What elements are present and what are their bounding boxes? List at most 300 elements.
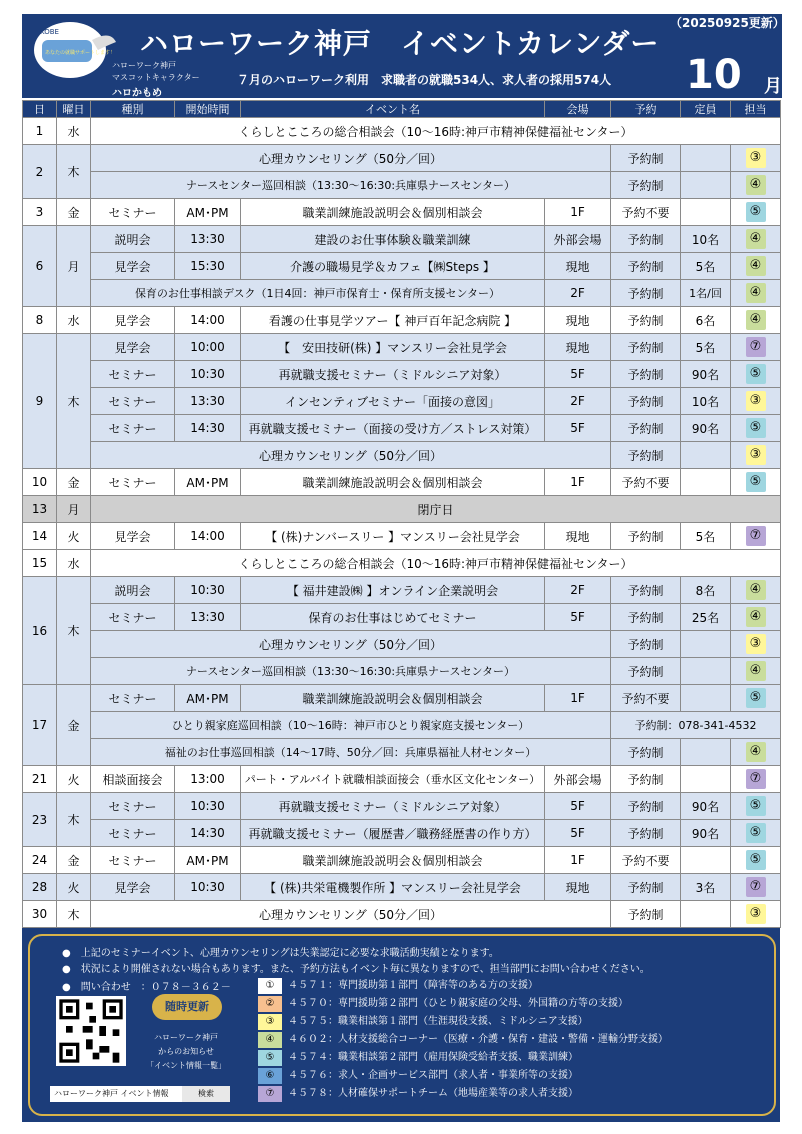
- table-row: [23, 658, 781, 685]
- event-name-cell: くらしとこころの総合相談会（10～16時:神戸市精神保健福祉センター）: [91, 550, 781, 577]
- type-cell: セミナー: [91, 685, 175, 712]
- col-weekday: 曜日: [57, 101, 91, 118]
- event-name-cell: 再就職支援セミナー（ミドルシニア対象）: [241, 793, 545, 820]
- capacity-cell: 5名: [681, 253, 731, 280]
- department-number-badge: ⑤: [258, 1050, 282, 1066]
- department-cell: [731, 280, 781, 307]
- contact-phone: ● 問い合わせ ：０７８－３６２－: [62, 982, 231, 993]
- department-tag: ④: [746, 661, 766, 681]
- day-cell: 2: [23, 145, 57, 199]
- update-date: （20250925更新）: [670, 16, 785, 30]
- event-name-cell: ナースセンター巡回相談（13:30～16:30:兵庫県ナースセンター）: [91, 658, 611, 685]
- table-row: [23, 469, 781, 496]
- type-cell: セミナー: [91, 361, 175, 388]
- capacity-cell: [681, 901, 731, 928]
- col-venue: 会場: [545, 101, 611, 118]
- start-time-cell: 10:30: [175, 793, 241, 820]
- weekday-cell: 月: [57, 226, 91, 307]
- day-cell: 14: [23, 523, 57, 550]
- start-time-cell: 14:00: [175, 523, 241, 550]
- update-badge: 随時更新: [152, 994, 222, 1020]
- capacity-cell: [681, 442, 731, 469]
- mascot-name: ハロかもめ: [112, 88, 162, 99]
- table-body: [23, 118, 781, 928]
- department-cell: [731, 199, 781, 226]
- col-start-time: 開始時間: [175, 101, 241, 118]
- department-cell: [731, 793, 781, 820]
- weekday-cell: 木: [57, 145, 91, 199]
- svg-text:KOBE: KOBE: [40, 28, 59, 36]
- department-cell: [731, 685, 781, 712]
- type-cell: 相談面接会: [91, 766, 175, 793]
- type-cell: セミナー: [91, 604, 175, 631]
- col-type: 種別: [91, 101, 175, 118]
- booking-cell: 予約制：078-341-4532: [611, 712, 781, 739]
- start-time-cell: 13:30: [175, 604, 241, 631]
- department-text: ４５７１：専門援助第１部門（障害等のある方の支援）: [288, 980, 538, 991]
- weekday-cell: 木: [57, 334, 91, 469]
- venue-cell: 2F: [545, 280, 611, 307]
- capacity-cell: [681, 631, 731, 658]
- department-tag: ⑦: [746, 337, 766, 357]
- department-cell: [731, 523, 781, 550]
- department-cell: [731, 658, 781, 685]
- weekday-cell: 金: [57, 199, 91, 226]
- seagull-logo-icon: [32, 20, 118, 80]
- table-row: [23, 388, 781, 415]
- start-time-cell: 13:30: [175, 226, 241, 253]
- department-text: ４５７５：職業相談第１部門（生涯現役支援、ミドルシニア支援）: [288, 1016, 588, 1027]
- event-name-cell: 職業訓練施設説明会＆個別相談会: [241, 847, 545, 874]
- type-cell: セミナー: [91, 469, 175, 496]
- department-item: [258, 996, 758, 1012]
- department-tag: ④: [746, 607, 766, 627]
- capacity-cell: [681, 766, 731, 793]
- table-row: [23, 577, 781, 604]
- booking-cell: 予約制: [611, 739, 681, 766]
- weekday-cell: 水: [57, 118, 91, 145]
- department-text: ４６０２：人材支援総合コーナー（医療・介護・保育・建設・警備・運輸分野支援）: [288, 1034, 668, 1045]
- department-cell: [731, 631, 781, 658]
- venue-cell: 5F: [545, 415, 611, 442]
- table-row: [23, 712, 781, 739]
- page-title: ハローワーク神戸 イベントカレンダー: [140, 27, 660, 60]
- capacity-cell: 10名: [681, 226, 731, 253]
- department-tag: ③: [746, 445, 766, 465]
- event-name-cell: パート・アルバイト就職相談面接会（垂水区文化センター）: [241, 766, 545, 793]
- table-row: [23, 442, 781, 469]
- weekday-cell: 火: [57, 523, 91, 550]
- day-cell: 17: [23, 685, 57, 766]
- event-name-cell: インセンティブセミナー「面接の意図」: [241, 388, 545, 415]
- department-number-badge: ⑥: [258, 1068, 282, 1084]
- department-cell: [731, 172, 781, 199]
- capacity-cell: 90名: [681, 793, 731, 820]
- table-row: [23, 226, 781, 253]
- department-tag: ③: [746, 904, 766, 924]
- department-tag: ④: [746, 256, 766, 276]
- day-cell: 8: [23, 307, 57, 334]
- department-cell: [731, 388, 781, 415]
- svg-text:あなたの就職サポートします！: あなたの就職サポートします！: [45, 50, 116, 56]
- capacity-cell: [681, 847, 731, 874]
- department-tag: ⑤: [746, 364, 766, 384]
- event-name-cell: 職業訓練施設説明会＆個別相談会: [241, 199, 545, 226]
- start-time-cell: AM･PM: [175, 469, 241, 496]
- month-number: 10: [686, 52, 742, 98]
- booking-cell: 予約制: [611, 361, 681, 388]
- table-row: [23, 334, 781, 361]
- booking-cell: 予約制: [611, 523, 681, 550]
- day-cell: 15: [23, 550, 57, 577]
- day-cell: 24: [23, 847, 57, 874]
- table-row: [23, 415, 781, 442]
- day-cell: 21: [23, 766, 57, 793]
- event-name-cell: 保育のお仕事はじめてセミナー: [241, 604, 545, 631]
- table-row: [23, 496, 781, 523]
- booking-cell: 予約制: [611, 415, 681, 442]
- booking-cell: 予約制: [611, 604, 681, 631]
- department-tag: ⑤: [746, 202, 766, 222]
- day-cell: 9: [23, 334, 57, 469]
- start-time-cell: AM･PM: [175, 847, 241, 874]
- start-time-cell: 14:30: [175, 820, 241, 847]
- event-name-cell: ひとり親家庭巡回相談（10～16時：神戸市ひとり親家庭支援センター）: [91, 712, 611, 739]
- weekday-cell: 金: [57, 847, 91, 874]
- table-row: [23, 820, 781, 847]
- table-row: [23, 118, 781, 145]
- capacity-cell: [681, 685, 731, 712]
- department-item: [258, 978, 758, 994]
- table-header: [23, 101, 781, 118]
- event-name-cell: 再就職支援セミナー（面接の受け方／ストレス対策）: [241, 415, 545, 442]
- booking-cell: 予約制: [611, 658, 681, 685]
- booking-cell: 予約制: [611, 388, 681, 415]
- department-cell: [731, 145, 781, 172]
- day-cell: 13: [23, 496, 57, 523]
- department-text: ４５７６：求人・企画サービス部門（求人者・事業所等の支援）: [288, 1070, 578, 1081]
- type-cell: 説明会: [91, 226, 175, 253]
- booking-cell: 予約制: [611, 226, 681, 253]
- info-footer: [22, 928, 780, 1122]
- capacity-cell: 1名/回: [681, 280, 731, 307]
- event-name-cell: ナースセンター巡回相談（13:30～16:30:兵庫県ナースセンター）: [91, 172, 611, 199]
- capacity-cell: [681, 739, 731, 766]
- table-row: [23, 901, 781, 928]
- department-text: ４５７８：人材確保サポートチーム（地場産業等の求人者支援）: [288, 1088, 578, 1099]
- month-unit: 月: [764, 76, 782, 97]
- venue-cell: 外部会場: [545, 766, 611, 793]
- table-row: [23, 361, 781, 388]
- table-row: [23, 307, 781, 334]
- department-tag: ⑤: [746, 472, 766, 492]
- event-name-cell: 心理カウンセリング（50分／回）: [91, 631, 611, 658]
- event-name-cell: 職業訓練施設説明会＆個別相談会: [241, 685, 545, 712]
- event-name-cell: 【 (株)ナンバースリー 】マンスリー会社見学会: [241, 523, 545, 550]
- venue-cell: 1F: [545, 847, 611, 874]
- weekday-cell: 木: [57, 577, 91, 685]
- department-tag: ⑦: [746, 769, 766, 789]
- department-tag: ④: [746, 229, 766, 249]
- event-name-cell: 職業訓練施設説明会＆個別相談会: [241, 469, 545, 496]
- day-cell: 23: [23, 793, 57, 847]
- capacity-cell: 10名: [681, 388, 731, 415]
- department-tag: ④: [746, 580, 766, 600]
- department-cell: [731, 874, 781, 901]
- venue-cell: 1F: [545, 199, 611, 226]
- footer-caption-2: からのお知らせ: [158, 1047, 214, 1056]
- note-line-2: ● 状況により開催されない場合もあります。また、予約方法もイベント毎に異なりますので、担当部門にお問い合わせください。: [62, 964, 650, 975]
- start-time-cell: AM･PM: [175, 199, 241, 226]
- department-number-badge: ④: [258, 1032, 282, 1048]
- department-cell: [731, 361, 781, 388]
- start-time-cell: 14:00: [175, 307, 241, 334]
- day-cell: 16: [23, 577, 57, 685]
- event-name-cell: 心理カウンセリング（50分／回）: [91, 442, 611, 469]
- department-cell: [731, 766, 781, 793]
- department-tag: ⑦: [746, 526, 766, 546]
- event-name-cell: 【 安田技研(株) 】マンスリー会社見学会: [241, 334, 545, 361]
- department-cell: [731, 442, 781, 469]
- department-cell: [731, 226, 781, 253]
- department-number-badge: ③: [258, 1014, 282, 1030]
- venue-cell: 5F: [545, 604, 611, 631]
- capacity-cell: 5名: [681, 523, 731, 550]
- event-name-cell: くらしとこころの総合相談会（10～16時:神戸市精神保健福祉センター）: [91, 118, 781, 145]
- day-cell: 6: [23, 226, 57, 307]
- venue-cell: 現地: [545, 307, 611, 334]
- type-cell: セミナー: [91, 415, 175, 442]
- event-name-cell: 心理カウンセリング（50分／回）: [91, 901, 611, 928]
- weekday-cell: 月: [57, 496, 91, 523]
- col-event-name: イベント名: [241, 101, 545, 118]
- table-row: [23, 631, 781, 658]
- note-line-1: ● 上記のセミナーイベント、心理カウンセリングは失業認定に必要な求職活動実績となります。: [62, 948, 499, 959]
- table-row: [23, 280, 781, 307]
- venue-cell: 現地: [545, 334, 611, 361]
- department-number-badge: ②: [258, 996, 282, 1012]
- weekday-cell: 金: [57, 685, 91, 766]
- booking-cell: 予約制: [611, 145, 681, 172]
- day-cell: 10: [23, 469, 57, 496]
- table-row: [23, 766, 781, 793]
- event-name-cell: 【 福井建設㈱ 】オンライン企業説明会: [241, 577, 545, 604]
- type-cell: 見学会: [91, 307, 175, 334]
- table-row: [23, 874, 781, 901]
- event-name-cell: 再就職支援セミナー（ミドルシニア対象）: [241, 361, 545, 388]
- booking-cell: 予約制: [611, 253, 681, 280]
- booking-cell: 予約制: [611, 793, 681, 820]
- department-cell: [731, 604, 781, 631]
- booking-cell: 予約制: [611, 820, 681, 847]
- venue-cell: 現地: [545, 253, 611, 280]
- table-row: [23, 739, 781, 766]
- table-row: [23, 685, 781, 712]
- booking-cell: 予約制: [611, 631, 681, 658]
- venue-cell: 外部会場: [545, 226, 611, 253]
- venue-cell: 1F: [545, 469, 611, 496]
- usage-stats: ７月のハローワーク利用 求職者の就職534人、求人者の採用574人: [237, 73, 612, 87]
- booking-cell: 予約不要: [611, 847, 681, 874]
- department-tag: ④: [746, 175, 766, 195]
- table-row: [23, 604, 781, 631]
- event-name-cell: 閉庁日: [91, 496, 781, 523]
- venue-cell: 5F: [545, 820, 611, 847]
- venue-cell: 2F: [545, 577, 611, 604]
- weekday-cell: 火: [57, 874, 91, 901]
- start-time-cell: 14:30: [175, 415, 241, 442]
- capacity-cell: 6名: [681, 307, 731, 334]
- department-cell: [731, 901, 781, 928]
- day-cell: 1: [23, 118, 57, 145]
- department-cell: [731, 334, 781, 361]
- weekday-cell: 木: [57, 901, 91, 928]
- start-time-cell: 15:30: [175, 253, 241, 280]
- type-cell: 見学会: [91, 874, 175, 901]
- booking-cell: 予約制: [611, 280, 681, 307]
- booking-cell: 予約制: [611, 172, 681, 199]
- event-name-cell: 再就職支援セミナー（履歴書／職務経歴書の作り方）: [241, 820, 545, 847]
- venue-cell: 現地: [545, 523, 611, 550]
- start-time-cell: 10:00: [175, 334, 241, 361]
- booking-cell: 予約制: [611, 442, 681, 469]
- col-capacity: 定員: [681, 101, 731, 118]
- capacity-cell: [681, 145, 731, 172]
- weekday-cell: 金: [57, 469, 91, 496]
- weekday-cell: 木: [57, 793, 91, 847]
- event-name-cell: 心理カウンセリング（50分／回）: [91, 145, 611, 172]
- booking-cell: 予約制: [611, 334, 681, 361]
- type-cell: セミナー: [91, 847, 175, 874]
- booking-cell: 予約制: [611, 577, 681, 604]
- department-cell: [731, 820, 781, 847]
- table-row: [23, 550, 781, 577]
- capacity-cell: 5名: [681, 334, 731, 361]
- capacity-cell: [681, 469, 731, 496]
- booking-cell: 予約不要: [611, 469, 681, 496]
- department-cell: [731, 253, 781, 280]
- department-tag: ④: [746, 742, 766, 762]
- event-name-cell: 福祉のお仕事巡回相談（14～17時、50分／回：兵庫県福祉人材センター）: [91, 739, 611, 766]
- mascot-caption-1: ハローワーク神戸: [112, 61, 176, 70]
- capacity-cell: 25名: [681, 604, 731, 631]
- department-cell: [731, 469, 781, 496]
- event-name-cell: 介護の職場見学＆カフェ【㈱Steps 】: [241, 253, 545, 280]
- type-cell: セミナー: [91, 388, 175, 415]
- department-item: [258, 1032, 758, 1048]
- col-booking: 予約: [611, 101, 681, 118]
- weekday-cell: 火: [57, 766, 91, 793]
- col-department: 担当: [731, 101, 781, 118]
- capacity-cell: 90名: [681, 361, 731, 388]
- department-cell: [731, 415, 781, 442]
- venue-cell: 1F: [545, 685, 611, 712]
- event-name-cell: 【 (株)共栄電機製作所 】マンスリー会社見学会: [241, 874, 545, 901]
- type-cell: セミナー: [91, 793, 175, 820]
- capacity-cell: 90名: [681, 820, 731, 847]
- department-tag: ⑤: [746, 688, 766, 708]
- weekday-cell: 水: [57, 550, 91, 577]
- department-tag: ④: [746, 310, 766, 330]
- day-cell: 28: [23, 874, 57, 901]
- search-input[interactable]: ハローワーク神戸 イベント情報: [50, 1086, 200, 1102]
- capacity-cell: [681, 658, 731, 685]
- capacity-cell: 3名: [681, 874, 731, 901]
- capacity-cell: [681, 199, 731, 226]
- event-calendar-table: [22, 100, 781, 928]
- department-tag: ③: [746, 391, 766, 411]
- booking-cell: 予約制: [611, 901, 681, 928]
- footer-caption-3: 「イベント情報一覧」: [146, 1061, 226, 1070]
- department-tag: ⑤: [746, 850, 766, 870]
- booking-cell: 予約制: [611, 874, 681, 901]
- mascot-caption-2: マスコットキャラクター: [112, 73, 200, 82]
- capacity-cell: 8名: [681, 577, 731, 604]
- booking-cell: 予約制: [611, 307, 681, 334]
- department-cell: [731, 307, 781, 334]
- footer-caption-1: ハローワーク神戸: [154, 1033, 218, 1042]
- table-row: [23, 523, 781, 550]
- venue-cell: 5F: [545, 361, 611, 388]
- venue-cell: 5F: [545, 793, 611, 820]
- venue-cell: 2F: [545, 388, 611, 415]
- capacity-cell: 90名: [681, 415, 731, 442]
- department-tag: ⑦: [746, 877, 766, 897]
- start-time-cell: 10:30: [175, 361, 241, 388]
- department-tag: ⑤: [746, 823, 766, 843]
- department-number-badge: ①: [258, 978, 282, 994]
- department-text: ４５７０：専門援助第２部門（ひとり親家庭の父母、外国籍の方等の支援）: [288, 998, 628, 1009]
- col-day: 日: [23, 101, 57, 118]
- table-row: [23, 793, 781, 820]
- capacity-cell: [681, 172, 731, 199]
- department-cell: [731, 577, 781, 604]
- booking-cell: 予約制: [611, 766, 681, 793]
- start-time-cell: 10:30: [175, 874, 241, 901]
- department-item: [258, 1068, 758, 1084]
- type-cell: 見学会: [91, 253, 175, 280]
- type-cell: 見学会: [91, 334, 175, 361]
- start-time-cell: AM･PM: [175, 685, 241, 712]
- type-cell: 見学会: [91, 523, 175, 550]
- department-tag: ③: [746, 148, 766, 168]
- venue-cell: 現地: [545, 874, 611, 901]
- table-row: [23, 145, 781, 172]
- event-name-cell: 看護の仕事見学ツアー【 神戸百年記念病院 】: [241, 307, 545, 334]
- table-row: [23, 199, 781, 226]
- department-number-badge: ⑦: [258, 1086, 282, 1102]
- table-row: [23, 847, 781, 874]
- department-tag: ⑤: [746, 418, 766, 438]
- department-item: [258, 1086, 758, 1102]
- day-cell: 3: [23, 199, 57, 226]
- table-row: [23, 172, 781, 199]
- start-time-cell: 13:00: [175, 766, 241, 793]
- department-item: [258, 1050, 758, 1066]
- event-name-cell: 保育のお仕事相談デスク（1日4回：神戸市保育士・保育所支援センター）: [91, 280, 545, 307]
- search-button[interactable]: 検索: [182, 1086, 230, 1102]
- qr-code-icon[interactable]: [56, 996, 126, 1066]
- day-cell: 30: [23, 901, 57, 928]
- department-item: [258, 1014, 758, 1030]
- weekday-cell: 水: [57, 307, 91, 334]
- department-cell: [731, 739, 781, 766]
- table-row: [23, 253, 781, 280]
- department-tag: ⑤: [746, 796, 766, 816]
- department-cell: [731, 847, 781, 874]
- booking-cell: 予約不要: [611, 199, 681, 226]
- department-text: ４５７４：職業相談第２部門（雇用保険受給者支援、職業訓練）: [288, 1052, 578, 1063]
